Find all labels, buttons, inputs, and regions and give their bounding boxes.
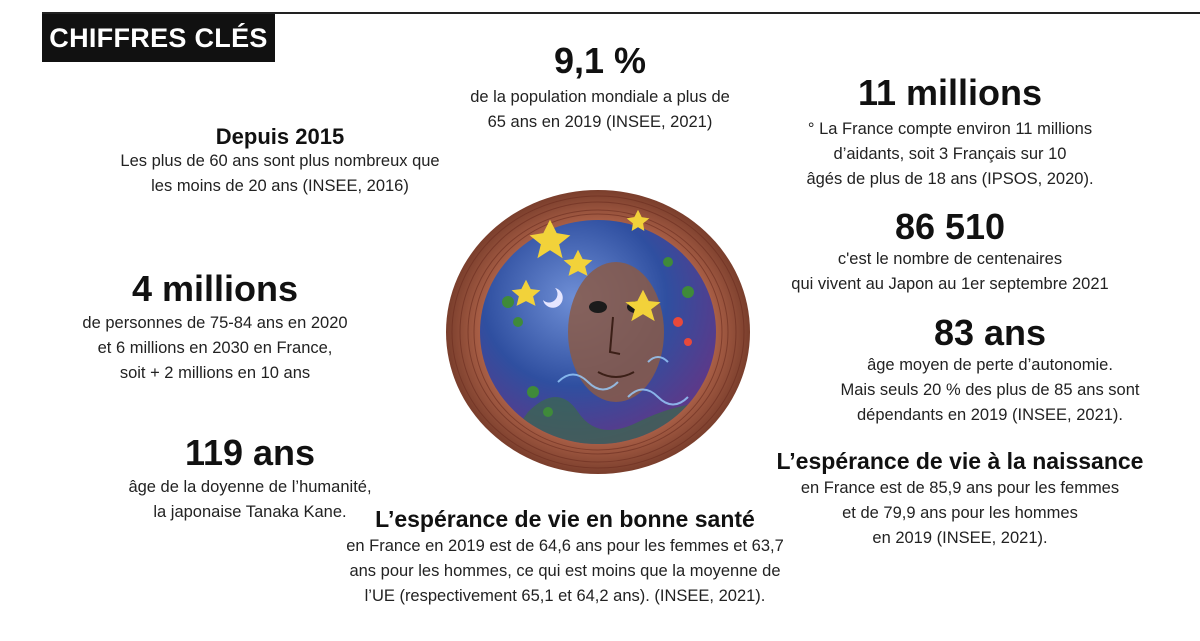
fact-four-million — [60, 268, 370, 386]
fact-value: 9,1 % — [553, 40, 647, 81]
section-badge: CHIFFRES CLÉS — [42, 14, 275, 62]
fact-line: et 6 millions en 2030 en France, — [97, 339, 333, 358]
fact-line: et de 79,9 ans pour les hommes — [842, 504, 1078, 523]
fact-line: 65 ans en 2019 (INSEE, 2021) — [487, 113, 713, 132]
fact-since-2015 — [100, 124, 460, 199]
fact-line: âge de la doyenne de l’humanité, — [128, 478, 372, 497]
fact-line: ans pour les hommes, ce qui est moins que la moyenne de — [349, 562, 781, 581]
fact-line: âgés de plus de 18 ans (IPSOS, 2020). — [806, 170, 1094, 189]
fact-line: en France est de 85,9 ans pour les femmes — [800, 479, 1120, 498]
fact-line: les moins de 20 ans (INSEE, 2016) — [151, 177, 409, 196]
fact-line: soit + 2 millions en 10 ans — [119, 364, 311, 383]
fact-caregivers — [770, 72, 1130, 192]
fact-value: 11 millions — [857, 72, 1043, 113]
fact-line: Mais seuls 20 % des plus de 85 ans sont — [840, 381, 1140, 400]
fact-line: dépendants en 2019 (INSEE, 2021). — [856, 406, 1124, 425]
fact-line: Les plus de 60 ans sont plus nombreux que — [120, 152, 440, 171]
fact-value: L’espérance de vie à la naissance — [776, 448, 1144, 474]
globe-face-illustration — [438, 182, 758, 482]
fact-line: de la population mondiale a plus de — [470, 88, 730, 107]
fact-line: âge moyen de perte d’autonomie. — [867, 356, 1113, 375]
fact-value: 119 ans — [184, 432, 316, 473]
fact-healthy-life-expectancy — [320, 506, 810, 609]
fact-line: en France en 2019 est de 64,6 ans pour les femmes et 63,7 — [346, 537, 784, 556]
fact-centenarians — [780, 206, 1120, 297]
fact-value: Depuis 2015 — [215, 124, 345, 149]
fact-value: L’espérance de vie en bonne santé — [375, 506, 755, 532]
fact-value: 4 millions — [131, 268, 299, 309]
fact-autonomy-loss — [810, 312, 1170, 428]
fact-line: en 2019 (INSEE, 2021). — [872, 529, 1048, 548]
fact-line: l’UE (respectivement 65,1 et 64,2 ans). (INSEE, 2021). — [364, 587, 766, 606]
fact-line: la japonaise Tanaka Kane. — [153, 503, 347, 522]
fact-life-expectancy-birth — [770, 448, 1150, 551]
fact-line: c'est le nombre de centenaires — [837, 250, 1063, 269]
fact-line: qui vivent au Japon au 1er septembre 2021 — [791, 275, 1109, 294]
fact-value: 86 510 — [894, 206, 1006, 247]
fact-line: ° La France compte environ 11 millions — [807, 120, 1093, 139]
fact-world-population — [430, 40, 770, 135]
fact-line: de personnes de 75-84 ans en 2020 — [82, 314, 348, 333]
fact-value: 83 ans — [933, 312, 1047, 353]
fact-line: d’aidants, soit 3 Français sur 10 — [833, 145, 1067, 164]
